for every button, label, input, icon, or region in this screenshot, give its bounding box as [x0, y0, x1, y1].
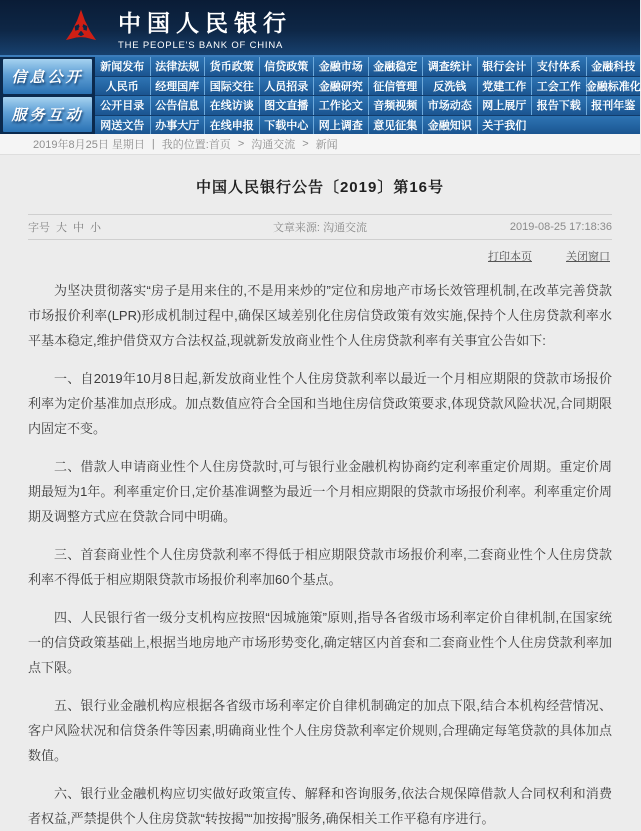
bank-name-cn: 中国人民银行: [118, 10, 292, 36]
nav-item[interactable]: 公告信息: [150, 96, 205, 115]
nav-item[interactable]: 在线访谈: [204, 96, 259, 115]
paragraph-item-3: 三、首套商业性个人住房贷款利率不得低于相应期限贷款市场报价利率,二套商业性个人住房贷款利率不得低于相应期限贷款市场报价利率加60个基点。: [28, 547, 612, 587]
nav-item[interactable]: 国际交往: [204, 77, 259, 96]
print-page-link[interactable]: 打印本页: [488, 251, 532, 263]
bank-name-en: THE PEOPLE'S BANK OF CHINA: [118, 39, 284, 51]
nav-item[interactable]: 货币政策: [204, 57, 259, 76]
nav-item[interactable]: 人民币: [105, 80, 139, 93]
breadcrumb-pipe: |: [151, 138, 155, 150]
font-size-large-button[interactable]: 大: [56, 222, 67, 234]
nav-item[interactable]: 在线申报: [204, 116, 259, 135]
font-size-medium-button[interactable]: 中: [73, 222, 84, 234]
breadcrumb-section-link[interactable]: 沟通交流: [251, 139, 296, 151]
nav-item[interactable]: 金融知识: [422, 116, 477, 135]
breadcrumb-current-page: 新闻: [315, 139, 338, 151]
pboc-logo-icon: [56, 5, 106, 51]
nav-row-filler: [531, 116, 640, 135]
article-body: [28, 268, 612, 831]
sidebar-item-info-disclosure[interactable]: 信息公开: [3, 59, 92, 94]
article-source: [28, 219, 612, 235]
article-container: [0, 155, 640, 831]
nav-item[interactable]: 音频视频: [368, 96, 423, 115]
nav-item[interactable]: 金融稳定: [368, 57, 423, 76]
nav-item[interactable]: 公开目录: [100, 100, 145, 113]
article-meta-row: [28, 215, 612, 239]
article-datetime: 2019-08-25 17:18:36: [509, 221, 612, 233]
nav-item[interactable]: 市场动态: [422, 96, 477, 115]
nav-item[interactable]: 下载中心: [259, 116, 314, 135]
nav-item[interactable]: 征信管理: [368, 77, 423, 96]
nav-sidebar: [0, 57, 95, 134]
nav-item[interactable]: 党建工作: [477, 77, 532, 96]
nav-item[interactable]: 关于我们: [477, 116, 532, 135]
article-actions: [28, 240, 612, 268]
nav-item[interactable]: 金融市场: [313, 57, 368, 76]
breadcrumb-arrow-icon: >: [237, 138, 245, 150]
source-label: 文章来源:: [272, 222, 320, 234]
main-navigation: [0, 57, 640, 134]
close-window-link[interactable]: 关闭窗口: [566, 251, 610, 263]
announcement-title: 中国人民银行公告〔2019〕第16号: [195, 179, 445, 196]
breadcrumb-home-link[interactable]: 首页: [208, 139, 231, 151]
sidebar-item-service-interaction[interactable]: 服务互动: [3, 97, 92, 132]
nav-item[interactable]: 反洗钱: [422, 77, 477, 96]
paragraph-item-1: 一、自2019年10月8日起,新发放商业性个人住房贷款利率以最近一个月相应期限的贷款市场报价利率为定价基准加点形成。加点数值应符合全国和当地住房信贷政策要求,体现贷款风险状况,合同期限内固定不变。: [28, 371, 612, 436]
nav-item[interactable]: 法律法规: [150, 57, 205, 76]
paragraph-intro: 为坚决贯彻落实“房子是用来住的,不是用来炒的”定位和房地产市场长效管理机制,在改革完善贷款市场报价利率(LPR)形成机制过程中,确保区域差别化住房信贷政策有效实施,保持个人住房贷款利率水平基本稳定,维护借贷双方合法权益,现就新发放商业性个人住房贷款利率有关事宜公告如下:: [28, 283, 612, 348]
nav-item[interactable]: 人员招录: [259, 77, 314, 96]
font-size-small-button[interactable]: 小: [90, 222, 101, 234]
nav-item[interactable]: 金融科技: [586, 57, 641, 76]
nav-row-3: [95, 96, 640, 116]
nav-item[interactable]: 报刊年鉴: [586, 96, 641, 115]
breadcrumb: [0, 134, 640, 155]
nav-item[interactable]: 新闻发布: [100, 61, 145, 74]
nav-item[interactable]: 网上调查: [313, 116, 368, 135]
breadcrumb-location-label: 我的位置:: [161, 139, 209, 151]
nav-menu-rows: [95, 57, 640, 134]
nav-item[interactable]: 工会工作: [531, 77, 586, 96]
nav-row-1: [95, 57, 640, 77]
nav-item[interactable]: 网上展厅: [477, 96, 532, 115]
font-size-label: 字号: [28, 222, 50, 234]
breadcrumb-date: 2019年8月25日 星期日: [33, 139, 145, 151]
nav-item[interactable]: 信贷政策: [259, 57, 314, 76]
nav-item[interactable]: 意见征集: [368, 116, 423, 135]
nav-item[interactable]: 金融标准化: [586, 77, 641, 96]
nav-item[interactable]: 网送文告: [100, 119, 145, 132]
nav-item[interactable]: 图文直播: [259, 96, 314, 115]
nav-row-2: [95, 77, 640, 97]
nav-item[interactable]: 调查统计: [422, 57, 477, 76]
site-header: [0, 0, 640, 57]
nav-item[interactable]: 办事大厅: [150, 116, 205, 135]
nav-item[interactable]: 经理国库: [150, 77, 205, 96]
paragraph-item-2: 二、借款人申请商业性个人住房贷款时,可与银行业金融机构协商约定利率重定价周期。重定价周期最短为1年。利率重定价日,定价基准调整为最近一个月相应期限的贷款市场报价利率。利率重定价周期及调整方式应在贷款合同中明确。: [28, 459, 612, 524]
nav-item[interactable]: 支付体系: [531, 57, 586, 76]
breadcrumb-arrow-icon: >: [302, 138, 309, 150]
paragraph-item-5: 五、银行业金融机构应根据各省级市场利率定价自律机制确定的加点下限,结合本机构经营情况、客户风险状况和信贷条件等因素,明确商业性个人住房贷款利率定价规则,合理确定每笔贷款的具体加点数值。: [28, 698, 612, 763]
nav-item[interactable]: 报告下载: [531, 96, 586, 115]
source-value: 沟通交流: [323, 222, 368, 234]
nav-item[interactable]: 银行会计: [477, 57, 532, 76]
nav-item[interactable]: 金融研究: [313, 77, 368, 96]
brand-text: [118, 5, 292, 51]
nav-row-4: [95, 116, 640, 135]
nav-item[interactable]: 工作论文: [313, 96, 368, 115]
paragraph-item-6: 六、银行业金融机构应切实做好政策宣传、解释和咨询服务,依法合规保障借款人合同权利和消费者权益,严禁提供个人住房贷款“转按揭”“加按揭”服务,确保相关工作平稳有序进行。: [28, 786, 612, 826]
paragraph-item-4: 四、人民银行省一级分支机构应按照“因城施策”原则,指导各省级市场利率定价自律机制,在国家统一的信贷政策基础上,根据当地房地产市场形势变化,确定辖区内首套和二套商业性个人住房贷款利率加点下限。: [28, 610, 612, 675]
